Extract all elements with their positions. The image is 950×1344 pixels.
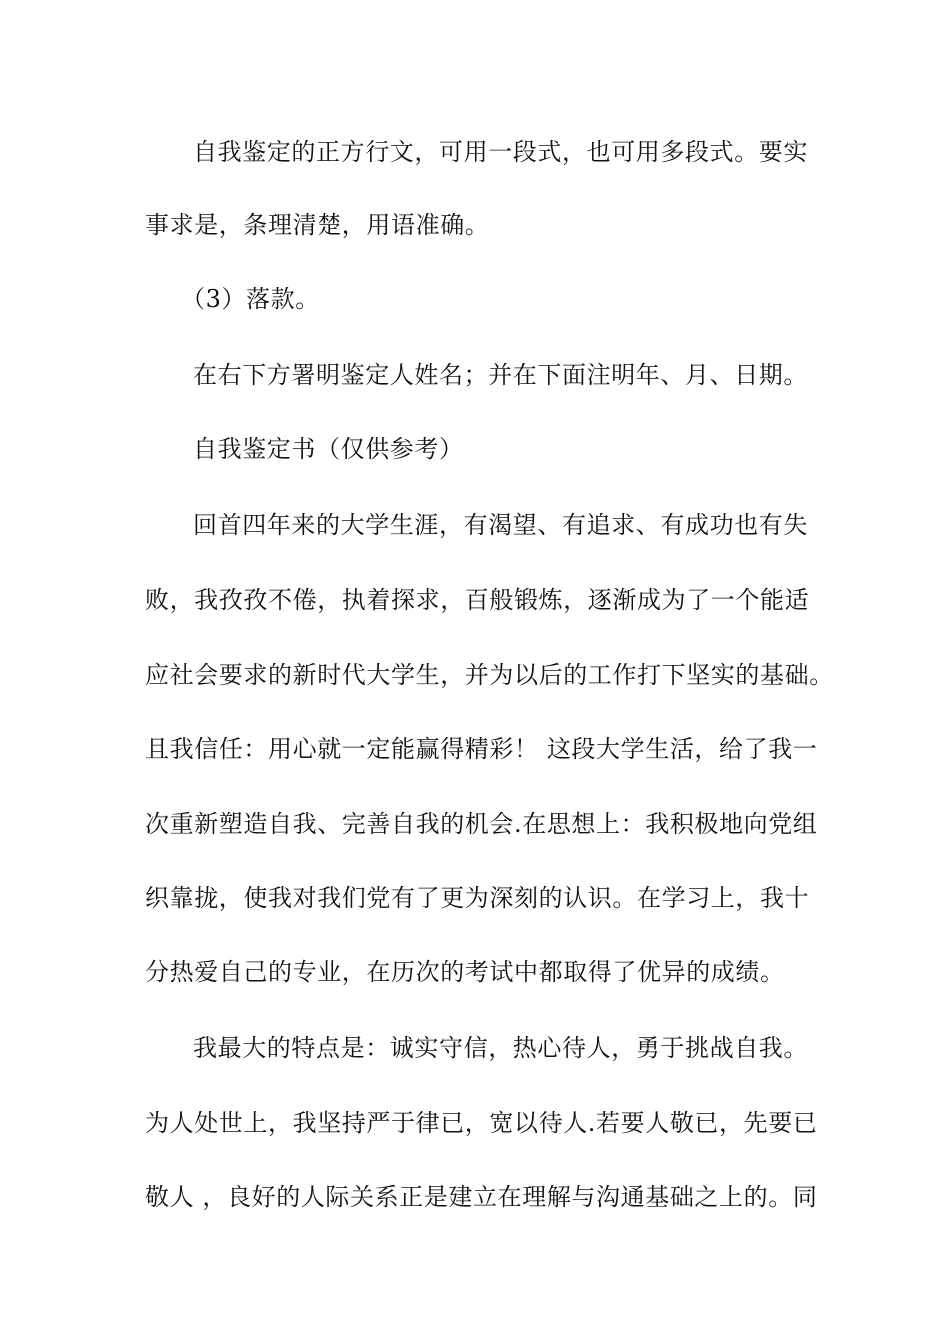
text-line: 织靠拢，使我对我们党有了更为深刻的认识。在学习上，我十: [145, 884, 810, 912]
text-line: 自我鉴定的正方行文，可用一段式，也可用多段式。要实: [193, 138, 808, 166]
text-line: 次重新塑造自我、完善自我的机会.在思想上：我积极地向党组: [145, 810, 818, 838]
document-title: 自我鉴定书（仅供参考）: [193, 435, 464, 463]
text-line: 事求是，条理清楚，用语准确。: [145, 211, 490, 239]
section-heading: （3）落款。: [181, 285, 320, 313]
text-line: 分热爱自己的专业，在历次的考试中都取得了优异的成绩。: [145, 958, 785, 986]
text-line: 敬人 ，良好的人际关系正是建立在理解与沟通基础之上的。同: [145, 1183, 818, 1211]
text-line: 在右下方署明鉴定人姓名；并在下面注明年、月、日期。: [193, 361, 808, 389]
text-line: 且我信任：用心就一定能赢得精彩！ 这段大学生活，给了我一: [145, 735, 818, 763]
text-line: 我最大的特点是：诚实守信，热心待人，勇于挑战自我。: [193, 1034, 808, 1062]
text-line: 回首四年来的大学生涯，有渴望、有追求、有成功也有失: [193, 511, 808, 539]
text-line: 应社会要求的新时代大学生，并为以后的工作打下坚实的基础。: [145, 661, 834, 689]
text-line: 为人处世上，我坚持严于律已，宽以待人.若要人敬已，先要已: [145, 1109, 818, 1137]
text-line: 败，我孜孜不倦，执着探求，百般锻炼，逐渐成为了一个能适: [145, 586, 810, 614]
